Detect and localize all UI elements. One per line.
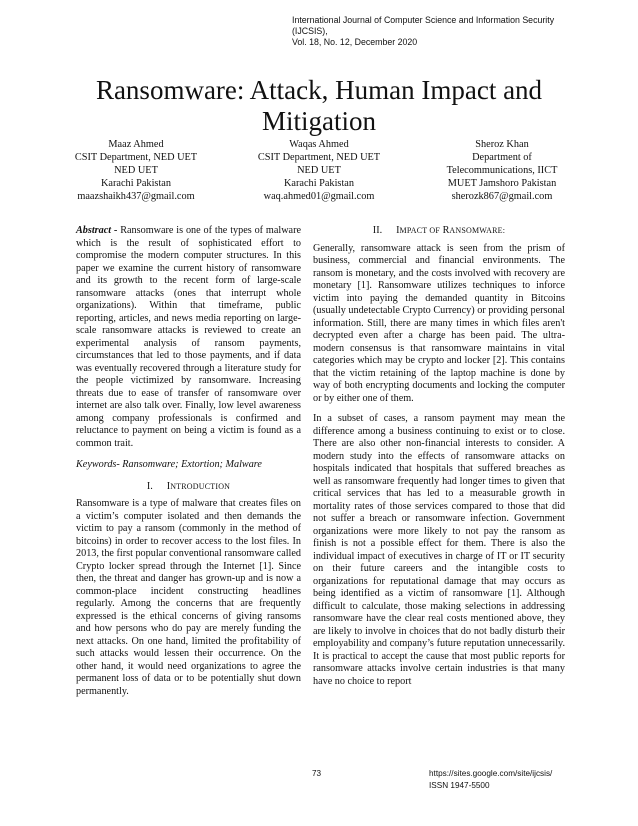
page-number: 73 [312, 769, 322, 778]
paper-title: Ransomware: Attack, Human Impact and Mitigation [95, 75, 543, 136]
footer-info [429, 768, 552, 792]
author-1 [45, 138, 227, 203]
author-affiliation: CSIT Department, NED UET [257, 152, 381, 163]
journal-url[interactable]: https://sites.google.com/site/ijcsis/ [429, 769, 553, 778]
impact-paragraph-1: Generally, ransomware attack is seen from the prism of business, commercial and financial environments. The ransom is monetary, and the costs involved with recovery are monetary [1]. Ransomware utilizes techniques to inforce victim into paying the demanded quantity in Bitcoins (usually undetectable Crypto Currency) or providing personal information. Still, there are many times in which files aren't decrypted even after a charge has been paid. The ultra-modern consensus is that ransomware maintains in vital categories which may be crypto and locker [2]. This contains that the victim retaining of the laptop machine is done by way of both encrypting documents and locking the computer or by either one of them. [313, 242, 565, 404]
author-affiliation: NED UET [297, 165, 341, 176]
author-location: Karachi Pakistan [100, 178, 172, 189]
abstract [76, 225, 301, 450]
impact-paragraph-2: In a subset of cases, a ransom payment may mean the difference among a business continuing to exist or to close. There are also other non-financial interests to consider. A modern study into the effects of ransomware attacks on hospitals indicated that hospitals that suffered breaches as well as ransomware frequently had longer times to given that critical services that has led to a measurable growth in mortality rates of those services compared to those that did not suffer a breach or ransomware infection. Government organizations were more likely to not pay the ransom as finish is not a possible effect for them. There is also the individual impact of executives in charge of IT or IT security on their future careers and the intangible costs to organizations for reputational damage that may occurs as being identified as a victim of ransomware [1]. Although difficult to calculate, those making selections in addressing ransomware have the clear real costs mentioned above, they are likely to involve in choices that do not badly disturb their employability and company’s future reputation unnecessarily. It is practical to accept the cause that most public reports for ransomware attacks involve certain industries is that many have no choice to report [313, 413, 565, 687]
author-name: Maaz Ahmed [108, 139, 164, 150]
author-3 [411, 138, 593, 203]
author-block [45, 138, 593, 203]
abstract-text: Ransomware is one of the types of malware which is the result of sophisticated effort to compromise the modern computer structures. In this paper we examine the current history of ransomware and its growth to the recent form of large-scale ransomware attacks (ones that interrupt whole organizations). Within that timeframe, public reporting, articles, and news media reporting on large-scale ransomware attacks is reviewed to create an experimental analysis of ransom payments, circumstances that led to those payments, and if data was eventually recovered through a literature study for the people victimized by ransomware. Increasing threats due to ease of transfer of ransomware over internet are also talk over. Finally, low level awareness among company professionals is confirmed and reluctance to payment on being a victim is found as a common trait. [76, 225, 301, 449]
author-affiliation: Department of [472, 152, 532, 163]
left-column [76, 225, 301, 706]
author-location: Karachi Pakistan [283, 178, 355, 189]
journal-header [292, 15, 592, 48]
author-name: Sheroz Khan [475, 139, 529, 150]
author-location: MUET Jamshoro Pakistan [447, 178, 557, 189]
abstract-label: Abstract - [76, 225, 118, 236]
journal-name: International Journal of Computer Science and Information Security (IJCSIS), [292, 15, 555, 36]
introduction-paragraph: Ransomware is a type of malware that creates files on a victim’s computer isolated and then demands the victim to pay a ransom (commonly in the method of bitcoins) in order to recover access to the lost files. In 2013, the first popular conventional ransomware called Crypto locker spread through the Internet [1]. Since then, the threat and danger has grown-up and is now a common-place incident constructing headlines regularly. Among the concerns that are frequently expressed is the ethical concerns of giving ransoms and how persons who do pay are merely funding the next attacks. On one hand, limited the profitability of such attacks would lessen their occurrence. On the other hand, it would need organizations to agree the permanent loss of data or to be potentially shut down permanently. [76, 498, 301, 697]
author-name: Waqas Ahmed [289, 139, 349, 150]
right-column [313, 225, 565, 696]
journal-volume: Vol. 18, No. 12, December 2020 [292, 37, 418, 47]
author-email: sherozk867@gmail.com [451, 191, 553, 202]
author-2 [228, 138, 410, 203]
section-heading-introduction: I. INTRODUCTION [146, 480, 231, 492]
author-affiliation: NED UET [114, 165, 158, 176]
keywords: Keywords- Ransomware; Extortion; Malware [76, 459, 262, 470]
section-heading-impact: II. IMPACT OF RANSOMWARE: [372, 225, 506, 236]
author-affiliation: CSIT Department, NED UET [74, 152, 198, 163]
author-email: waq.ahmed01@gmail.com [263, 191, 375, 202]
author-email: maazshaikh437@gmail.com [77, 191, 195, 202]
issn: ISSN 1947-5500 [429, 781, 490, 790]
author-affiliation: Telecommunications, IICT [446, 165, 558, 176]
